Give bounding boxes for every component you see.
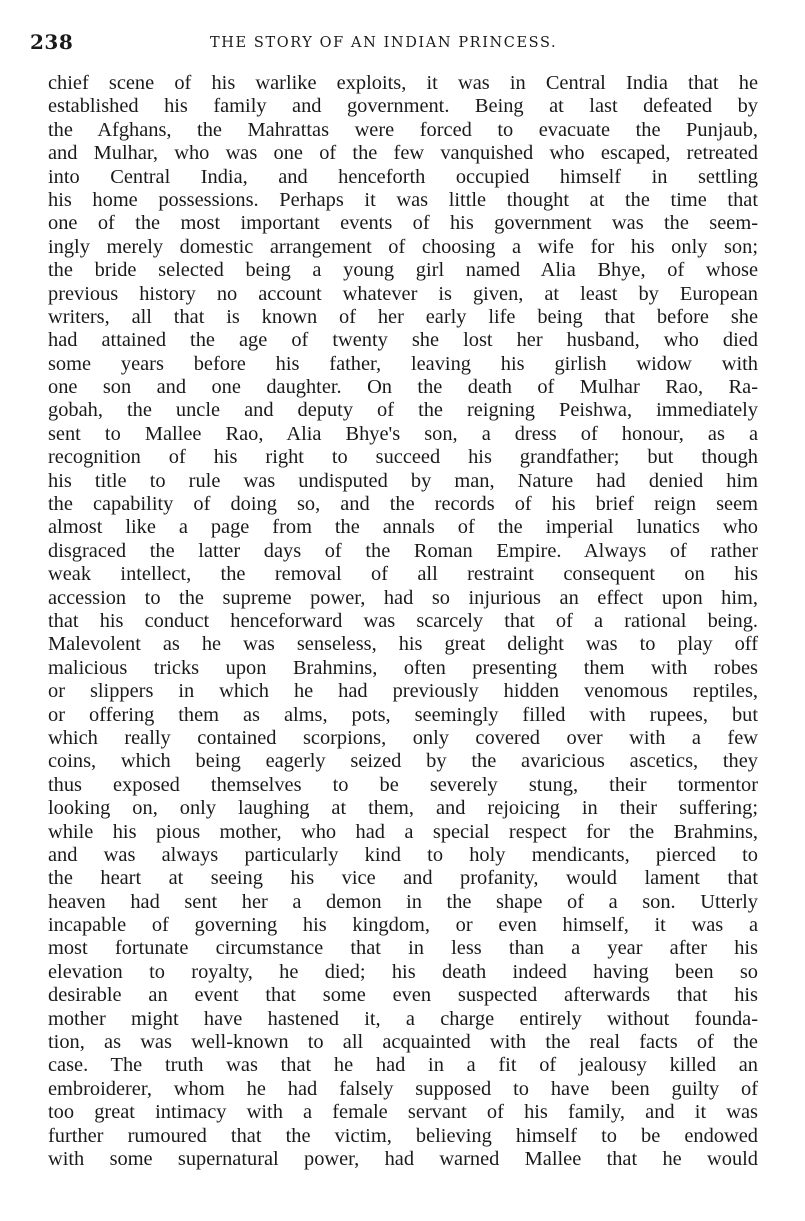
text-line: previous history no account whatever is given, at least by European [48, 282, 758, 305]
text-line: heaven had sent her a demon in the shape of a son. Utterly [48, 890, 758, 913]
text-line: disgraced the latter days of the Roman Empire. Always of rather [48, 539, 758, 562]
text-line: established his family and government. Being at last defeated by [48, 95, 758, 118]
text-line: or slippers in which he had previously hidden venomous reptiles, [48, 680, 758, 703]
text-line: embroiderer, whom he had falsely supposed to have been guilty of [48, 1077, 758, 1100]
text-line: further rumoured that the victim, believing himself to be endowed [48, 1124, 758, 1147]
page-number: 238 [30, 30, 74, 54]
text-line: that his conduct henceforward was scarcely that of a rational being. [48, 609, 758, 632]
text-line: while his pious mother, who had a special respect for the Brahmins, [48, 820, 758, 843]
text-line: incapable of governing his kingdom, or even himself, it was a [48, 914, 758, 937]
text-line: writers, all that is known of her early life being that before she [48, 305, 758, 328]
text-line: the bride selected being a young girl named Alia Bhye, of whose [48, 259, 758, 282]
text-line: elevation to royalty, he died; his death indeed having been so [48, 960, 758, 983]
text-line: weak intellect, the removal of all restraint consequent on his [48, 563, 758, 586]
text-line: most fortunate circumstance that in less than a year after his [48, 937, 758, 960]
body-text [48, 72, 758, 1171]
text-line: desirable an event that some even suspected afterwards that his [48, 984, 758, 1007]
text-line: into Central India, and henceforth occupied himself in settling [48, 165, 758, 188]
text-line: tion, as was well-known to all acquainted with the real facts of the [48, 1031, 758, 1054]
text-line: recognition of his right to succeed his grandfather; but though [48, 446, 758, 469]
text-line: sent to Mallee Rao, Alia Bhye's son, a dress of honour, as a [48, 422, 758, 445]
text-line: malicious tricks upon Brahmins, often presenting them with robes [48, 656, 758, 679]
text-line: accession to the supreme power, had so injurious an effect upon him, [48, 586, 758, 609]
text-line: chief scene of his warlike exploits, it was in Central India that he [48, 72, 758, 94]
text-line: and Mulhar, who was one of the few vanquished who escaped, retreated [48, 142, 758, 165]
text-line: his title to rule was undisputed by man, Nature had denied him [48, 469, 758, 492]
page-header [30, 30, 790, 54]
text-line: coins, which being eagerly seized by the avaricious ascetics, they [48, 750, 758, 773]
text-line: Malevolent as he was senseless, his great delight was to play off [48, 633, 758, 656]
text-line: gobah, the uncle and deputy of the reigning Peishwa, immediately [48, 399, 758, 422]
text-line: case. The truth was that he had in a fit of jealousy killed an [48, 1054, 758, 1077]
text-line: had attained the age of twenty she lost her husband, who died [48, 329, 758, 352]
text-line: or offering them as alms, pots, seemingly filled with rupees, but [48, 703, 758, 726]
text-line: the capability of doing so, and the records of his brief reign seem [48, 493, 758, 516]
text-line: his home possessions. Perhaps it was little thought at the time that [48, 188, 758, 211]
text-line: which really contained scorpions, only covered over with a few [48, 726, 758, 749]
text-line: the heart at seeing his vice and profanity, would lament that [48, 867, 758, 890]
text-line: some years before his father, leaving his girlish widow with [48, 352, 758, 375]
text-line: thus exposed themselves to be severely stung, their tormentor [48, 773, 758, 796]
text-line: one of the most important events of his government was the seem- [48, 212, 758, 235]
text-line: ingly merely domestic arrangement of choosing a wife for his only son; [48, 235, 758, 258]
text-line: too great intimacy with a female servant of his family, and it was [48, 1101, 758, 1124]
text-line: with some supernatural power, had warned Mallee that he would [48, 1147, 758, 1170]
text-line: one son and one daughter. On the death of Mulhar Rao, Ra- [48, 376, 758, 399]
running-title: THE STORY OF AN INDIAN PRINCESS. [210, 35, 558, 51]
text-line: looking on, only laughing at them, and rejoicing in their suffering; [48, 797, 758, 820]
text-line: and was always particularly kind to holy mendicants, pierced to [48, 843, 758, 866]
text-line: mother might have hastened it, a charge entirely without founda- [48, 1007, 758, 1030]
text-line: the Afghans, the Mahrattas were forced to evacuate the Punjaub, [48, 118, 758, 141]
text-line: almost like a page from the annals of the imperial lunatics who [48, 516, 758, 539]
